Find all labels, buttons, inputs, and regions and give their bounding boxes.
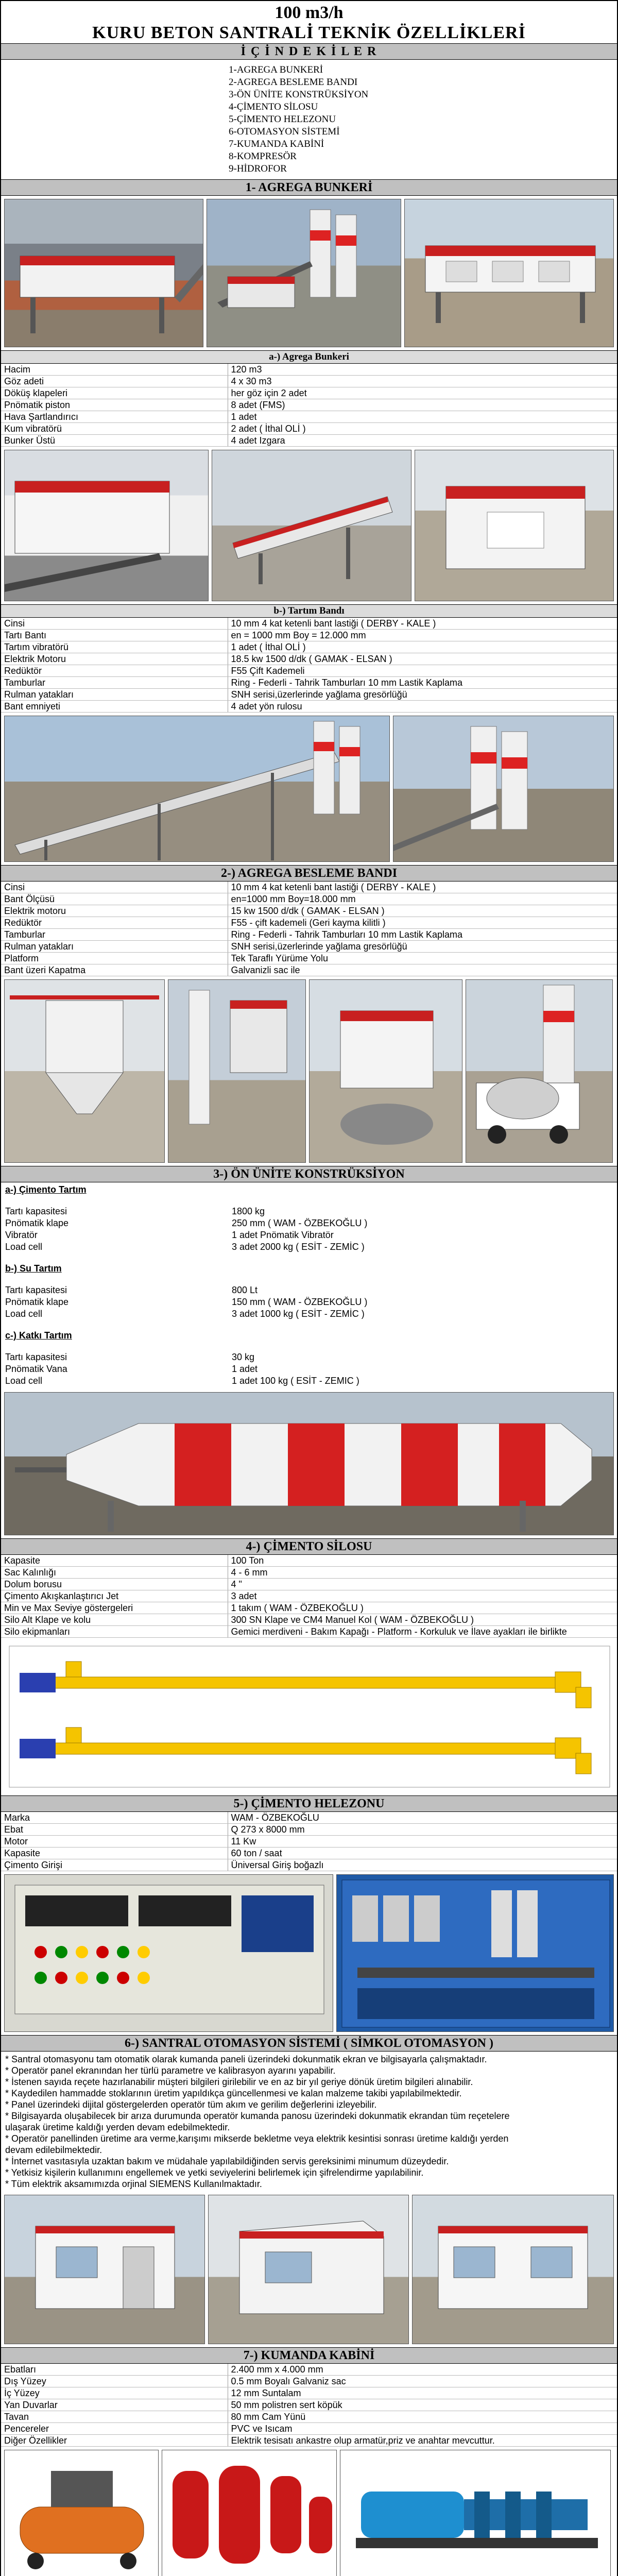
table-row: Min ve Max Seviye göstergeleri 1 takım ( WAM - ÖZBEKOĞLU ) — [1, 1602, 617, 1614]
weigh-belt-photo-2 — [212, 450, 411, 601]
sub-title-weigh-belt: b-) Tartım Bandı — [1, 604, 617, 618]
equipment-photos — [1, 2447, 617, 2576]
table-row: Kapasite 100 Ton — [1, 1555, 617, 1567]
compressor-photo — [4, 2450, 159, 2576]
control-panel-photo — [4, 1874, 333, 2032]
toc-title: İ Ç İ N D E K İ L E R — [1, 43, 617, 60]
auger-drawing-wrap — [1, 1638, 617, 1795]
table-row: Silo ekipmanları Gemici merdiveni - Bakım Kapağı - Platform - Korkuluk ve İlave ayakları ile birlikte — [1, 1626, 617, 1638]
table-row: Elektrik Motoru 18.5 kw 1500 d/dk ( GAMAK - ELSAN ) — [1, 653, 617, 665]
table-row: Cinsi 10 mm 4 kat ketenli bant lastiği ( DERBY - KALE ) — [1, 882, 617, 893]
pre-unit-photo-4 — [466, 979, 613, 1163]
list-item: Tartı kapasitesi 800 Lt — [5, 1285, 258, 1295]
list-item: Pnömatik klape 150 mm ( WAM - ÖZBEKOĞLU ) — [5, 1297, 368, 1307]
table-row: Motor 11 Kw — [1, 1836, 617, 1848]
bunker-photos — [1, 196, 617, 350]
table-row: Redüktör F55 - çift kademeli (Geri kayma kilitli ) — [1, 917, 617, 929]
list-item: * Tüm elektrik aksamımızda orjinal SIEMENS Kullanılmaktadır. — [5, 2179, 262, 2189]
bunker-photo-1 — [4, 199, 203, 347]
section-3-title: 3-) ÖN ÜNİTE KONSTRÜKSİYON — [1, 1166, 617, 1182]
toc-item: 4-ÇİMENTO SİLOSU — [229, 101, 318, 112]
page-title: 100 m3/h — [274, 3, 344, 22]
section-7-title: 7-) KUMANDA KABİNİ — [1, 2347, 617, 2364]
table-row: Göz adeti 4 x 30 m3 — [1, 376, 617, 387]
list-item: Pnömatik Vana 1 adet — [5, 1364, 258, 1374]
list-item: * Bilgisayarda oluşabilecek bir arıza durumunda operatör kumanda panosu üzerindeki dokunmatik ekrandan tüm reçetelere — [5, 2111, 510, 2121]
additive-weigh-list — [1, 1343, 617, 1389]
table-row: Dolum borusu 4 " — [1, 1579, 617, 1590]
list-item: Vibratör 1 adet Pnömatik Vibratör — [5, 1230, 334, 1240]
toc-item: 5-ÇİMENTO HELEZONU — [229, 114, 336, 125]
toc-item: 8-KOMPRESÖR — [229, 151, 297, 162]
table-row: Hava Şartlandırıcı 1 adet — [1, 411, 617, 423]
table-row: Cinsi 10 mm 4 kat ketenli bant lastiği ( DERBY - KALE ) — [1, 618, 617, 630]
pre-unit-photo-1 — [4, 979, 165, 1163]
table-row: Dış Yüzey 0.5 mm Boyalı Galvaniz sac — [1, 2376, 617, 2387]
silo-photo — [4, 1392, 614, 1535]
bunker-photo-2 — [207, 199, 401, 347]
list-item: Load cell 3 adet 2000 kg ( ESİT - ZEMİC ) — [5, 1242, 365, 1252]
table-row: Kum vibratörü 2 adet ( İthal OLİ ) — [1, 423, 617, 435]
silo-photo-wrap — [1, 1389, 617, 1538]
table-row: Hacim 120 m3 — [1, 364, 617, 376]
pre-unit-photo-2 — [168, 979, 306, 1163]
automation-photos — [1, 1871, 617, 2035]
pump-photo — [340, 2450, 611, 2576]
table-row: Ebatları 2.400 mm x 4.000 mm — [1, 2364, 617, 2376]
table-row: Marka WAM - ÖZBEKOĞLU — [1, 1812, 617, 1824]
table-row: Bant emniyeti 4 adet yön rulosu — [1, 701, 617, 713]
table-row: Çimento Akışkanlaştırıcı Jet 3 adet — [1, 1590, 617, 1602]
bunker-spec-table — [1, 364, 617, 447]
table-row: Kapasite 60 ton / saat — [1, 1848, 617, 1859]
toc-list — [1, 60, 617, 179]
weigh-belt-spec-table — [1, 618, 617, 713]
table-row: Elektrik motoru 15 kw 1500 d/dk ( GAMAK - ELSAN ) — [1, 905, 617, 917]
cabin-photo-3 — [412, 2195, 614, 2344]
list-item: * Santral otomasyonu tam otomatik olarak kumanda paneli üzerindeki dokunmatik ekran ve bilgisayarla çalışmaktadır. — [5, 2054, 487, 2064]
table-row: Tamburlar Ring - Federli - Tahrik Tamburları 10 mm Lastik Kaplama — [1, 677, 617, 689]
list-item: Load cell 1 adet 100 kg ( ESİT - ZEMIC ) — [5, 1376, 359, 1386]
section-6-title: 6-) SANTRAL OTOMASYON SİSTEMİ ( SİMKOL OTOMASYON ) — [1, 2035, 617, 2052]
list-item: Pnömatik klape 250 mm ( WAM - ÖZBEKOĞLU ) — [5, 1218, 368, 1228]
auger-spec-table — [1, 1812, 617, 1871]
table-row: Sac Kalınlığı 4 - 6 mm — [1, 1567, 617, 1579]
pre-unit-photo-3 — [309, 979, 462, 1163]
additive-weigh-label: c-) Katkı Tartım — [5, 1330, 72, 1341]
list-item: * Operatör panel ekranından her türlü parametre ve kalibrasyon ayarını yapabilir. — [5, 2065, 336, 2076]
feed-belt-spec-table — [1, 882, 617, 976]
table-row: Rulman yatakları SNH serisi,üzerlerinde yağlama gresörlüğü — [1, 941, 617, 953]
table-row: Bant Ölçüsü en=1000 mm Boy=18.000 mm — [1, 893, 617, 905]
cabin-photo-1 — [4, 2195, 205, 2344]
weigh-belt-photo-3 — [415, 450, 614, 601]
list-item: * Kaydedilen hammadde stoklarının üretim yapıldıkça güncellenmesi ve kalan malzeme takibi yapılabilmektedir. — [5, 2088, 462, 2098]
list-item: * İstenen sayıda reçete hazırlanabilir müşteri bilgileri girilebilir ve en az bir yıl geriye dönük üretim bilgileri alınabilir. — [5, 2077, 473, 2087]
list-item: Load cell 3 adet 1000 kg ( ESİT - ZEMİC ) — [5, 1309, 365, 1319]
list-item: * Yetkisiz kişilerin kullanımını engellemek ve yetki seviyelerini belirlemek için şifrelendirme yapılabilinir. — [5, 2167, 424, 2178]
feed-belt-photo-1 — [4, 716, 390, 862]
table-row: Tartım vibratörü 1 adet ( İthal OLİ ) — [1, 641, 617, 653]
silo-spec-table — [1, 1555, 617, 1638]
table-row: Ebat Q 273 x 8000 mm — [1, 1824, 617, 1836]
table-row: Tavan 80 mm Cam Yünü — [1, 2411, 617, 2423]
list-item: ulaşarak üretime kaldığı yerden devam edebilmektedir. — [5, 2122, 230, 2132]
table-row: Bunker Üstü 4 adet Izgara — [1, 435, 617, 447]
section-5-title: 5-) ÇİMENTO HELEZONU — [1, 1795, 617, 1812]
table-row: Pnömatik piston 8 adet (FMS) — [1, 399, 617, 411]
page-subtitle: KURU BETON SANTRALİ TEKNİK ÖZELLİKLERİ — [92, 23, 526, 42]
automation-bullets — [1, 2052, 617, 2192]
toc-item: 1-AGREGA BUNKERİ — [229, 64, 323, 75]
sub-title-bunker: a-) Agrega Bunkeri — [1, 350, 617, 364]
pre-unit-photos — [1, 976, 617, 1166]
toc-item: 7-KUMANDA KABİNİ — [229, 139, 324, 149]
auger-drawing — [4, 1641, 615, 1792]
water-weigh-list — [1, 1276, 617, 1320]
table-row: İç Yüzey 12 mm Suntalam — [1, 2387, 617, 2399]
toc-item: 3-ÖN ÜNİTE KONSTRÜKSİYON — [229, 89, 369, 100]
feed-belt-photo-2 — [393, 716, 614, 862]
bunker-photo-3 — [404, 199, 614, 347]
table-row: Diğer Özellikler Elektrik tesisatı ankastre olup armatür,priz ve anahtar mevcuttur. — [1, 2435, 617, 2447]
table-row: Pencereler PVC ve Isıcam — [1, 2423, 617, 2435]
weigh-belt-photos — [1, 447, 617, 604]
pressure-tanks-photo — [162, 2450, 337, 2576]
table-row: Silo Alt Klape ve kolu 300 SN Klape ve CM4 Manuel Kol ( WAM - ÖZBEKOĞLU ) — [1, 1614, 617, 1626]
cement-weigh-label: a-) Çimento Tartım — [5, 1184, 87, 1195]
table-row: Platform Tek Taraflı Yürüme Yolu — [1, 953, 617, 964]
scada-screen-photo — [336, 1874, 614, 2032]
list-item: Tartı kapasitesi 1800 kg — [5, 1206, 265, 1216]
cabin-photo-2 — [208, 2195, 409, 2344]
list-item: * Operatör panellinden üretime ara verme,karışımı mikserde bekletme veya elektrik kesintisi sonrası üretime kaldığı yerden — [5, 2133, 509, 2144]
table-row: Tartı Bantı en = 1000 mm Boy = 12.000 mm — [1, 630, 617, 641]
section-4-title: 4-) ÇİMENTO SİLOSU — [1, 1538, 617, 1555]
table-row: Çimento Girişi Üniversal Giriş boğazlı — [1, 1859, 617, 1871]
weigh-belt-photo-1 — [4, 450, 209, 601]
table-row: Tamburlar Ring - Federli - Tahrik Tamburları 10 mm Lastik Kaplama — [1, 929, 617, 941]
water-weigh-label: b-) Su Tartım — [5, 1263, 62, 1274]
toc-item: 2-AGREGA BESLEME BANDI — [229, 77, 358, 88]
table-row: Bant üzeri Kapatma Galvanizli sac ile — [1, 964, 617, 976]
cabin-photos — [1, 2192, 617, 2347]
list-item: * İnternet vasıtasıyla uzaktan bakım ve müdahale yapılabildiğinden servis gereksinimi minumum düzeydedir. — [5, 2156, 449, 2166]
table-row: Rulman yatakları SNH serisi,üzerlerinde yağlama gresörlüğü — [1, 689, 617, 701]
cabin-spec-table — [1, 2364, 617, 2447]
list-item: devam edilebilmektedir. — [5, 2145, 102, 2155]
section-2-title: 2-) AGREGA BESLEME BANDI — [1, 865, 617, 882]
feed-belt-photos — [1, 713, 617, 865]
table-row: Döküş klapeleri her göz için 2 adet — [1, 387, 617, 399]
cement-weigh-list — [1, 1197, 617, 1253]
table-row: Yan Duvarlar 50 mm polistren sert köpük — [1, 2399, 617, 2411]
section-1-title: 1- AGREGA BUNKERİ — [1, 179, 617, 196]
list-item: Tartı kapasitesi 30 kg — [5, 1352, 255, 1362]
toc-item: 9-HİDROFOR — [229, 163, 287, 174]
list-item: * Panel üzerindeki dijital göstergelerden operatör tüm akım ve gerilim değerlerini izleyebilir. — [5, 2099, 377, 2110]
toc-item: 6-OTOMASYON SİSTEMİ — [229, 126, 340, 137]
table-row: Redüktör F55 Çift Kademeli — [1, 665, 617, 677]
